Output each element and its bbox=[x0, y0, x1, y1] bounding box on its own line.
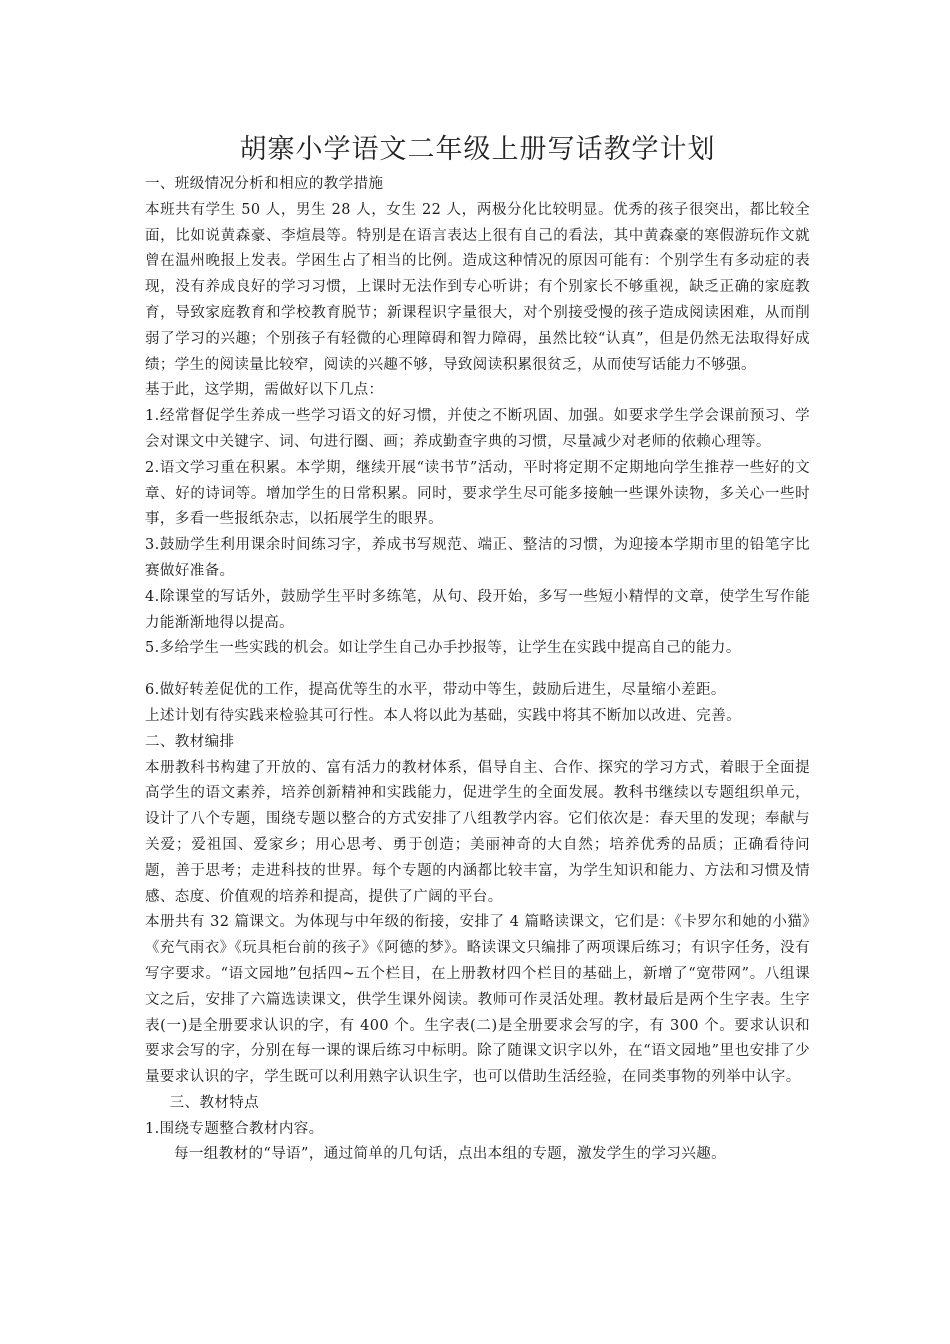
list-item: 3.鼓励学生利用课余时间练习字，养成书写规范、端正、整洁的习惯，为迎接本学期市里的铅笔字比赛做好准备。 bbox=[145, 537, 810, 579]
body-paragraph: 本册共有 32 篇课文。为体现与中年级的衔接，安排了 4 篇略读课文，它们是：《卡罗尔和她的小猫》《充气雨衣》《玩具柜台前的孩子》《阿德的梦》。略读课文只编排了两项课后练习；有识字任务，没有写字要求。“语文园地”包括四~五个栏目，在上册教材四个栏目的基础上，新增了“宽带网”。八组课文之后，安排了六篇选读课文，供学生课外阅读。教师可作灵活处理。教材最后是两个生字表。生字表(一)是全册要求认识的字，有 400 个。生字表(二)是全册要求会写的字，有 300 个。要求认识和要求会写的字，分别在每一课的课后练习中标明。除了随课文识字以外，在“语文园地”里也安排了少量要求认识的字，学生既可以利用熟字认识生字，也可以借助生活经验，在同类事物的列举中认字。 bbox=[145, 914, 810, 1086]
body-paragraph: 基于此，这学期，需做好以下几点： bbox=[145, 382, 384, 399]
section-heading-1: 一、班级情况分析和相应的教学措施 bbox=[145, 176, 384, 192]
body-paragraph: 本册教科书构建了开放的、富有活力的教材体系，倡导自主、合作、探究的学习方式，着眼于全面提高学生的语文素养，培养创新精神和实践能力，促进学生的全面发展。教科书继续以专题组织单元，设计了八个专题，围绕专题以整合的方式安排了八组教学内容。它们依次是：春天里的发现；奉献与关爱；爱祖国、爱家乡；用心思考、勇于创造；美丽神奇的大自然；培养优秀的品质；正确看待问题，善于思考；走进科技的世界。每个专题的内涵都比较丰富，为学生知识和能力、方法和习惯及情感、态度、价值观的培养和提高，提供了广阔的平台。 bbox=[145, 759, 810, 905]
blank-line bbox=[145, 662, 810, 678]
body-paragraph: 每一组教材的“导语”，通过简单的几句话，点出本组的专题，激发学生的学习兴趣。 bbox=[174, 1146, 727, 1163]
list-item: 4.除课堂的写话外，鼓励学生平时多练笔，从句、段开始，多写一些短小精悍的文章，使学生写作能力能渐渐地得以提高。 bbox=[145, 588, 810, 631]
list-item: 2.语文学习重在积累。本学期，继续开展“读书节”活动，平时将定期不定期地向学生推荐一些好的文章、好的诗词等。增加学生的日常积累。同时，要求学生尽可能多接触一些课外读物，多关心一些时事，多看一些报纸杂志，以拓展学生的眼界。 bbox=[145, 459, 810, 528]
section-heading-2: 二、教材编排 bbox=[145, 733, 235, 750]
body-paragraph: 本班共有学生 50 人，男生 28 人，女生 22 人，两极分化比较明显。优秀的孩子很突出，都比较全面，比如说黄森豪、李煊晨等。特别是在语言表达上很有自己的看法，其中黄森豪的寒假游玩作文就曾在温州晚报上发表。学困生占了相当的比例。造成这种情况的原因可能有：个别学生有多动症的表现，没有养成良好的学习习惯，上课时无法作到专心听讲；有个别家长不够重视，缺乏正确的家庭教育，导致家庭教育和学校教育脱节；新课程识字量很大，对个别接受慢的孩子造成阅读困难，从而削弱了学习的兴趣；个别孩子有轻微的心理障碍和智力障碍，虽然比较“认真”，但是仍然无法取得好成绩；学生的阅读量比较窄，阅读的兴趣不够，导致阅读积累很贫乏，从而使写话能力不够强。 bbox=[145, 201, 810, 373]
list-item: 1.经常督促学生养成一些学习语文的好习惯，并使之不断巩固、加强。如要求学生学会课前预习、学会对课文中关键字、词、句进行圈、画；养成勤查字典的习惯，尽量减少对老师的依赖心理等。 bbox=[145, 408, 810, 450]
list-item: 1.围绕专题整合教材内容。 bbox=[145, 1120, 324, 1137]
list-item: 5.多给学生一些实践的机会。如让学生自己办手抄报等，让学生在实践中提高自己的能力。 bbox=[145, 640, 741, 657]
body-paragraph: 上述计划有待实践来检验其可行性。本人将以此为基础，实践中将其不断加以改进、完善。 bbox=[145, 707, 741, 724]
section-heading-3: 三、教材特点 bbox=[169, 1094, 260, 1111]
document-title: 胡寨小学语文二年级上册写话教学计划 bbox=[239, 134, 716, 165]
list-item: 6.做好转差促优的工作，提高优等生的水平，带动中等生，鼓励后进生，尽量缩小差距。 bbox=[145, 682, 726, 699]
document-page bbox=[145, 128, 810, 1168]
